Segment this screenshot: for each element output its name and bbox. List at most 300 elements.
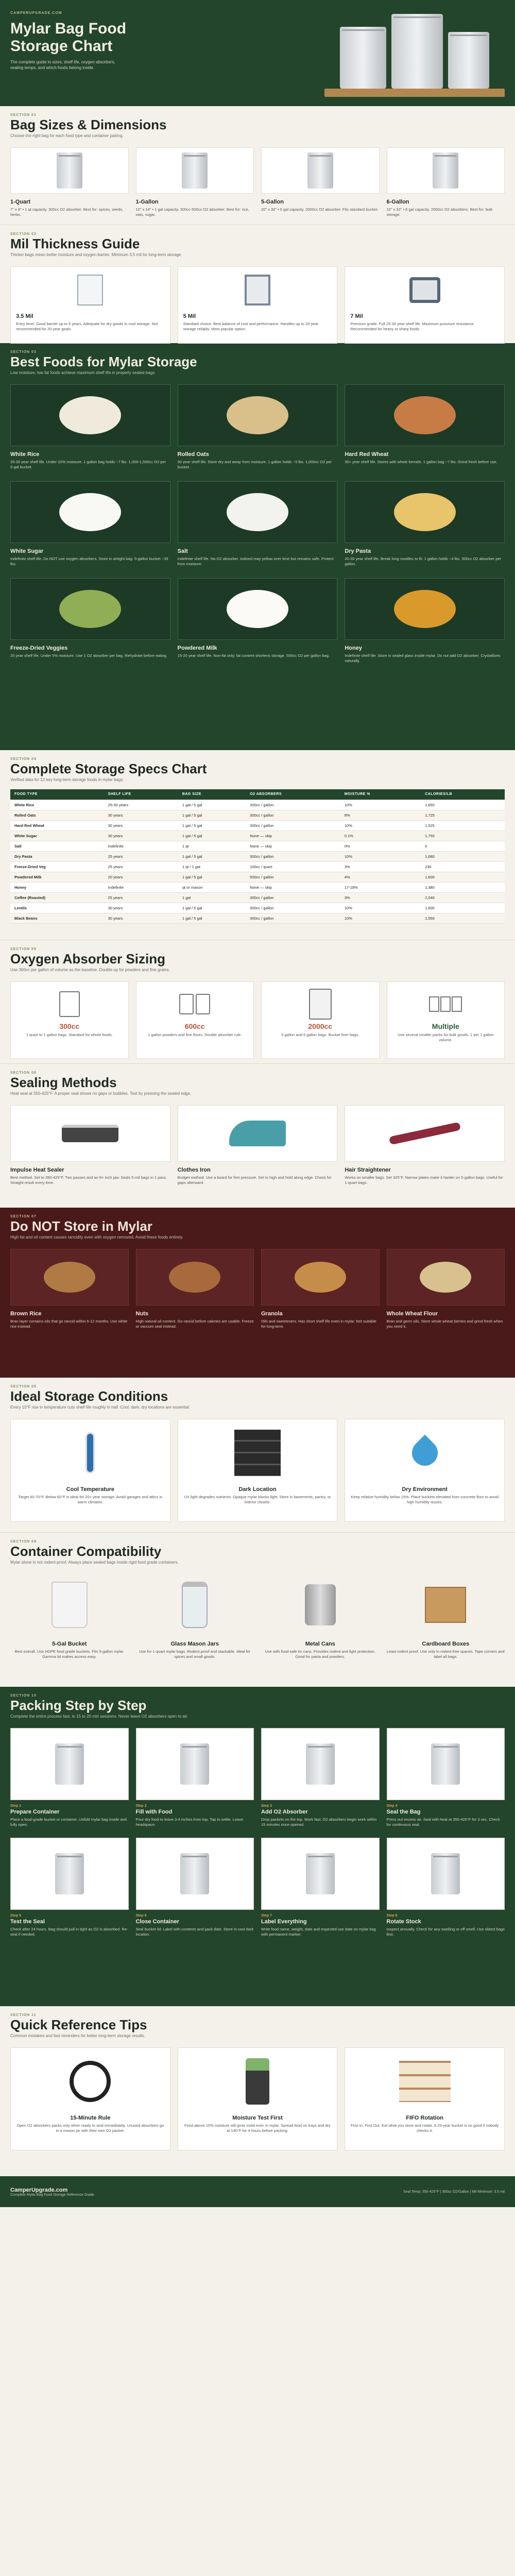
mylar-bag-icon xyxy=(55,1853,84,1894)
card-title: Hard Red Wheat xyxy=(345,451,389,457)
card-title: Cool Temperature xyxy=(66,1486,114,1493)
table-cell: 1 qt xyxy=(178,841,246,851)
section-mil-thickness xyxy=(0,225,515,343)
water-drop-icon xyxy=(350,1425,499,1481)
card-desc: Target 40-70°F. Below 60°F is ideal for 20+ year storage. Avoid garages and attics in warm climates. xyxy=(18,1495,163,1504)
bag-size-card xyxy=(136,147,254,217)
table-cell: White Rice xyxy=(10,800,104,810)
card-desc: UV light degrades nutrients. Opaque mylar blocks light. Store in basements, pantry, or interior closets. xyxy=(184,1495,331,1504)
table-cell: 30 years xyxy=(104,820,178,831)
table-cell: 1,600 xyxy=(421,903,505,913)
table-cell: 300cc / gallon xyxy=(246,820,340,831)
table-cell: Lentils xyxy=(10,903,104,913)
table-cell: 10% xyxy=(340,800,421,810)
food-card xyxy=(345,481,505,567)
table-cell: White Sugar xyxy=(10,831,104,841)
card-title: Freeze-Dried Veggies xyxy=(10,645,68,651)
bag-size-card xyxy=(10,147,129,217)
title-line-2: Storage Chart xyxy=(10,38,113,55)
table-cell: 30 years xyxy=(104,810,178,820)
section-storage-conditions xyxy=(0,1378,515,1532)
table-header: O2 ABSORBERS xyxy=(246,789,340,800)
food-pile-icon xyxy=(394,396,456,434)
step-number: Step 1 xyxy=(10,1804,22,1808)
mylar-bag-icon xyxy=(55,1743,84,1785)
mylar-bag-icon xyxy=(306,1853,335,1894)
card-title: Whole Wheat Flour xyxy=(386,1311,438,1317)
section-label: SECTION 02 xyxy=(10,232,37,236)
table-row xyxy=(10,820,505,831)
avoid-card xyxy=(10,1249,129,1329)
section-title: Complete Storage Specs Chart xyxy=(10,761,207,776)
container-card xyxy=(136,1574,254,1659)
table-cell: 30 years xyxy=(104,831,178,841)
card-desc: First In, First Out. Eat what you store and rotate. A 20-year bucket is no good if nobody checks it. xyxy=(351,2123,499,2133)
table-cell: 17-18% xyxy=(340,882,421,892)
table-cell: 500cc / gallon xyxy=(246,872,340,882)
cardboard-box-icon xyxy=(387,1574,505,1636)
food-card xyxy=(10,481,170,567)
table-cell: 300cc / gallon xyxy=(246,892,340,903)
step-desc: Place a food-grade bucket or container. Unfold mylar bag inside and fully open. xyxy=(10,1817,127,1827)
card-title: 2000cc xyxy=(308,1022,333,1030)
food-card xyxy=(345,578,505,664)
food-pile-icon xyxy=(59,396,121,434)
card-title: Granola xyxy=(261,1311,283,1317)
step-card xyxy=(387,1728,505,1827)
bucket-icon xyxy=(10,1574,129,1636)
card-desc: Best method. Set to 350-425°F. Two passes and an 8+ inch jaw. Seals 5-mil bags in 1 pass. Straight result every time. xyxy=(10,1175,167,1185)
clothes-iron-icon xyxy=(178,1105,338,1162)
table-row xyxy=(10,861,505,872)
table-cell: 25-30 years xyxy=(104,800,178,810)
card-title: White Sugar xyxy=(10,548,44,554)
step-illustration xyxy=(136,1838,254,1910)
section-title: Mil Thickness Guide xyxy=(10,236,140,251)
step-title: Close Container xyxy=(135,1919,179,1925)
hero-description: The complete guide to sizes, shelf life, oxygen absorbers, sealing temps, and which foods belong inside. xyxy=(10,60,115,70)
thermometer-icon xyxy=(16,1425,165,1481)
card-title: 1-Gallon xyxy=(135,199,159,205)
step-number: Step 7 xyxy=(261,1914,272,1918)
food-card xyxy=(178,384,338,470)
food-image xyxy=(261,1249,380,1306)
section-title: Packing Step by Step xyxy=(10,1698,147,1713)
step-card xyxy=(10,1728,129,1827)
table-cell: Freeze-Dried Veg xyxy=(10,861,104,872)
table-cell: 300cc / gallon xyxy=(246,903,340,913)
table-cell: Salt xyxy=(10,841,104,851)
step-card xyxy=(136,1728,254,1827)
card-desc: Food above 10% moisture will grow mold even in mylar. Spread food on trays and dry at 140°F for 4 hours before packing. xyxy=(184,2123,331,2133)
card-desc: 1 gallon powders and fine flours. Double absorber rule. xyxy=(148,1032,242,1037)
food-image xyxy=(178,578,338,640)
table-cell: 20 years xyxy=(104,872,178,882)
section-label: SECTION 04 xyxy=(10,757,37,761)
card-title: Cardboard Boxes xyxy=(422,1641,470,1647)
section-subtitle: Every 10°F rise in temperature cuts shelf life roughly in half. Cool, dark, dry locations are essential. xyxy=(10,1405,191,1410)
table-cell: 25 years xyxy=(104,892,178,903)
section-sealing-methods xyxy=(0,1063,515,1208)
food-card xyxy=(178,481,338,567)
absorber-card xyxy=(387,981,505,1059)
oxygen-packet-icon xyxy=(15,986,124,1022)
bag-icon xyxy=(261,147,380,194)
mil-card xyxy=(10,266,170,344)
step-illustration xyxy=(387,1728,505,1800)
table-row xyxy=(10,882,505,892)
card-desc: Premium grade. Full 25-30 year shelf life. Maximum puncture resistance. Recommended for heavy or sharp foods. xyxy=(350,321,475,331)
food-pile-icon xyxy=(44,1262,95,1293)
table-header: SHELF LIFE xyxy=(104,789,178,800)
table-cell: 10% xyxy=(340,913,421,923)
card-desc: 22" x 32" • 6 gal capacity. 2000cc O2 absorbers. Best for: bulk storage. xyxy=(386,207,493,217)
table-cell: 1,650 xyxy=(421,800,505,810)
table-cell: 1 gal / 5 gal xyxy=(178,851,246,861)
absorber-card xyxy=(261,981,380,1059)
section-label: SECTION 06 xyxy=(10,1071,37,1075)
section-subtitle: Heat seal at 350-425°F. A proper seal shows no gaps or bubbles. Test by pressing the sealed edge. xyxy=(10,1091,192,1096)
bag-icon xyxy=(387,147,505,194)
food-pile-icon xyxy=(59,590,121,628)
table-cell: 25 years xyxy=(104,851,178,861)
tip-card xyxy=(345,2047,505,2150)
table-cell: 10% xyxy=(340,851,421,861)
food-pile-icon xyxy=(420,1262,471,1293)
absorber-card xyxy=(136,981,254,1059)
table-row xyxy=(10,872,505,882)
card-desc: Oils and sweeteners. Has short shelf life even in mylar. Not suitable for long-term. xyxy=(261,1319,376,1329)
table-header: MOISTURE % xyxy=(340,789,421,800)
table-cell: 1,725 xyxy=(421,810,505,820)
section-subtitle: Choose the right bag for each food type and container pairing. xyxy=(10,133,124,138)
card-title: Multiple xyxy=(432,1022,459,1030)
container-card xyxy=(387,1574,505,1659)
table-cell: 3% xyxy=(340,892,421,903)
table-row xyxy=(10,841,505,851)
card-title: 15-Minute Rule xyxy=(70,2115,111,2121)
step-number: Step 2 xyxy=(135,1804,147,1808)
metal-can-icon xyxy=(261,1574,380,1636)
card-title: Glass Mason Jars xyxy=(170,1641,219,1647)
absorber-card xyxy=(10,981,129,1059)
sealing-card xyxy=(178,1105,338,1185)
table-cell: Dry Pasta xyxy=(10,851,104,861)
step-number: Step 8 xyxy=(386,1914,398,1918)
table-cell: 300cc / gallon xyxy=(246,851,340,861)
card-desc: Use several smaller packs for bulk goods. 1 per 1 gallon volume. xyxy=(398,1032,494,1042)
stopwatch-icon xyxy=(16,2053,165,2110)
step-title: Rotate Stock xyxy=(386,1919,421,1925)
condition-card xyxy=(345,1419,505,1522)
sealing-card xyxy=(10,1105,170,1185)
section-subtitle: Use 300cc per gallon of volume as the baseline. Double up for powders and fine grains. xyxy=(10,968,170,972)
hero xyxy=(0,0,515,106)
container-card xyxy=(10,1574,129,1659)
mylar-bag-icon xyxy=(431,1743,460,1785)
card-title: Dry Pasta xyxy=(345,548,371,554)
oxygen-packet-pair-icon xyxy=(141,986,250,1022)
table-cell: 230 xyxy=(421,861,505,872)
table-row xyxy=(10,810,505,820)
table-row xyxy=(10,892,505,903)
step-card xyxy=(10,1838,129,1937)
section-subtitle: Mylar alone is not rodent-proof. Always place sealed bags inside rigid food grade containers. xyxy=(10,1560,179,1565)
step-desc: Drop packets on the top. Work fast: O2 absorbers begin work within 15 minutes once opened. xyxy=(261,1817,377,1827)
table-cell: Honey xyxy=(10,882,104,892)
card-title: FIFO Rotation xyxy=(406,2115,444,2121)
step-desc: Pour dry food to leave 3-4 inches from top. Tap to settle. Leave headspace. xyxy=(135,1817,244,1827)
step-title: Seal the Bag xyxy=(386,1809,421,1815)
food-image xyxy=(178,384,338,446)
table-cell: 300cc / gallon xyxy=(246,913,340,923)
step-card xyxy=(261,1728,380,1827)
card-title: Hair Straightener xyxy=(345,1167,391,1173)
card-desc: Budget method. Use a board for firm pressure. Set to high and hold along edge. Check for gaps afterward. xyxy=(177,1175,332,1185)
section-title: Bag Sizes & Dimensions xyxy=(10,117,167,132)
section-oxygen-absorbers xyxy=(0,940,515,1063)
card-title: Powdered Milk xyxy=(177,645,217,651)
card-title: 5 Mil xyxy=(183,313,196,319)
title-line-1: Mylar Bag Food xyxy=(10,20,127,37)
section-title: Best Foods for Mylar Storage xyxy=(10,354,197,369)
section-subtitle: Verified data for 12 key long-term storage foods in mylar bags. xyxy=(10,777,124,782)
step-desc: Press out excess air. Seal with heat at 350-425°F for 3 sec. Check for continuous seal. xyxy=(386,1817,500,1827)
food-image xyxy=(345,578,505,640)
thick-film-icon xyxy=(350,272,499,308)
card-desc: 5 gallon and 6 gallon bags. Bucket liner bags. xyxy=(281,1032,359,1037)
container-card xyxy=(261,1574,380,1659)
card-desc: Indefinite shelf life. No O2 absorber. Iodized may yellow over time but remains safe. Protect from moisture. xyxy=(177,556,334,566)
card-title: Brown Rice xyxy=(10,1311,42,1317)
food-image xyxy=(10,578,170,640)
sealing-card xyxy=(345,1105,505,1185)
step-desc: Check after 24 hours. Bag should pull in tight as O2 is absorbed. Re-seal if needed. xyxy=(10,1927,128,1937)
card-title: Honey xyxy=(345,645,362,651)
card-title: Rolled Oats xyxy=(177,451,209,457)
card-title: White Rice xyxy=(10,451,40,457)
table-cell: 3% xyxy=(340,861,421,872)
table-cell: 30 years xyxy=(104,903,178,913)
condition-card xyxy=(10,1419,170,1522)
table-header: CALORIES/LB xyxy=(421,789,505,800)
food-pile-icon xyxy=(227,493,288,531)
step-card xyxy=(261,1838,380,1937)
mylar-bag-icon xyxy=(306,1743,335,1785)
food-pile-icon xyxy=(59,493,121,531)
step-number: Step 6 xyxy=(135,1914,147,1918)
hair-straightener-icon xyxy=(345,1105,505,1162)
step-title: Label Everything xyxy=(261,1919,307,1925)
card-desc: 15-20 year shelf life. Non-fat only; fat content shortens storage. 500cc O2 per gallon bag. xyxy=(177,653,330,658)
avoid-card xyxy=(261,1249,380,1329)
mil-card xyxy=(345,266,505,344)
card-desc: 20-30 year shelf life. Break long noodles to fit. 1 gallon holds ~4 lbs. 300cc O2 absorber per gallon. xyxy=(345,556,502,566)
step-title: Fill with Food xyxy=(135,1809,173,1815)
section-label: SECTION 07 xyxy=(10,1215,37,1218)
table-cell: 1 gal / 5 gal xyxy=(178,913,246,923)
section-title: Quick Reference Tips xyxy=(10,2017,147,2032)
footer-site-link[interactable]: CamperUpgrade.com xyxy=(10,2187,68,2193)
footer-facts: Seal Temp: 350-425°F | 300cc O2/Gallon | Mil Minimum: 3.5 mil xyxy=(403,2190,505,2194)
section-title: Ideal Storage Conditions xyxy=(10,1388,168,1404)
step-desc: Seal bucket lid. Label with contents and pack date. Store in cool dark location. xyxy=(135,1927,254,1937)
food-pile-icon xyxy=(394,493,456,531)
table-cell: 0% xyxy=(340,841,421,851)
food-image xyxy=(10,384,170,446)
card-desc: Least rodent proof. Use only in rodent-free spaces. Tape corners and label all bags. xyxy=(386,1649,505,1659)
step-card xyxy=(136,1838,254,1937)
table-cell: 2,040 xyxy=(421,892,505,903)
step-number: Step 4 xyxy=(386,1804,398,1808)
tip-card xyxy=(178,2047,338,2150)
card-desc: Use with food-safe tin cans. Provides rodent and light protection. Good for pasta and powders. xyxy=(265,1649,375,1659)
section-label: SECTION 01 xyxy=(10,113,37,117)
section-bag-sizes xyxy=(0,106,515,225)
section-title: Oxygen Absorber Sizing xyxy=(10,951,165,967)
food-pile-icon xyxy=(169,1262,220,1293)
card-desc: 30+ year shelf life. Stores with whole kernels. 1 gallon bag ~7 lbs. Grind fresh before use. xyxy=(345,460,497,464)
section-packing-steps xyxy=(0,1687,515,2006)
card-desc: Use for 1-quart mylar bags. Rodent proof and stackable. Ideal for spices and small goods. xyxy=(139,1649,251,1659)
bag-icon xyxy=(136,147,254,194)
card-desc: 1 quart to 1 gallon bags. Standard for whole foods. xyxy=(26,1032,113,1037)
table-cell: Hard Red Wheat xyxy=(10,820,104,831)
section-subtitle: Complete the entire process fast, in 15 to 20 min sessions. Never leave O2 absorbers open to air. xyxy=(10,1714,188,1719)
card-desc: High natural oil content. Go rancid before calories are usable. Freeze or vacuum seal instead. xyxy=(135,1319,254,1329)
table-cell: Powdered Milk xyxy=(10,872,104,882)
table-cell: 300cc / gallon xyxy=(246,800,340,810)
section-specs-chart xyxy=(0,750,515,940)
step-card xyxy=(387,1838,505,1937)
card-title: 300cc xyxy=(59,1022,80,1030)
hero-bags-image xyxy=(309,9,505,97)
section-best-foods xyxy=(0,343,515,750)
mason-jar-icon xyxy=(136,1574,254,1636)
table-cell: qt or mason xyxy=(178,882,246,892)
food-pile-icon xyxy=(295,1262,346,1293)
card-title: Impulse Heat Sealer xyxy=(10,1167,64,1173)
food-card xyxy=(178,578,338,664)
table-cell: 4% xyxy=(340,872,421,882)
table-cell: 1 gal / 5 gal xyxy=(178,831,246,841)
food-card xyxy=(345,384,505,470)
avoid-card xyxy=(387,1249,505,1329)
table-cell: 25 years xyxy=(104,861,178,872)
step-title: Test the Seal xyxy=(10,1919,45,1925)
bag-size-card xyxy=(387,147,505,217)
card-desc: 7" x 8" • 1 qt capacity. 300cc O2 absorber. Best for: spices, seeds, herbs. xyxy=(10,207,124,217)
table-cell: Rolled Oats xyxy=(10,810,104,820)
table-cell: 1,600 xyxy=(421,872,505,882)
card-title: 5-Gal Bucket xyxy=(52,1641,87,1647)
food-image xyxy=(387,1249,505,1306)
table-header: BAG SIZE xyxy=(178,789,246,800)
table-header: FOOD TYPE xyxy=(10,789,104,800)
section-label: SECTION 08 xyxy=(10,1385,37,1388)
card-desc: Open O2 absorbers packs only when ready to seal immediately. Unused absorbers go in a mason jar with their own O2 packet. xyxy=(16,2123,164,2133)
table-cell: 0 xyxy=(421,841,505,851)
section-subtitle: High fat and oil content causes rancidity even with oxygen removed. Avoid these foods entirely. xyxy=(10,1235,183,1240)
bag-size-card xyxy=(261,147,380,217)
table-cell: 1 gal / 5 gal xyxy=(178,872,246,882)
table-cell: Indefinite xyxy=(104,882,178,892)
tip-card xyxy=(10,2047,170,2150)
food-image xyxy=(178,481,338,543)
table-cell: 1,380 xyxy=(421,882,505,892)
card-title: 600cc xyxy=(184,1022,205,1030)
table-cell: 1,680 xyxy=(421,851,505,861)
table-row xyxy=(10,800,505,810)
section-do-not-store xyxy=(0,1208,515,1378)
specs-table xyxy=(10,789,505,924)
table-cell: None — skip xyxy=(246,882,340,892)
step-illustration xyxy=(10,1728,129,1800)
avoid-card xyxy=(136,1249,254,1329)
card-desc: 30 year shelf life. Store dry and away from moisture. 1 gallon holds ~3 lbs. 1,000cc O2 per bucket. xyxy=(177,460,332,469)
card-title: 6-Gallon xyxy=(386,199,409,205)
food-pile-icon xyxy=(227,590,288,628)
condition-card xyxy=(178,1419,338,1522)
card-desc: 25-30 year shelf life. Under 10% moisture. 1 gallon bag holds ~7 lbs. 1,000-1,500cc O2 per 5-gal bucket. xyxy=(10,460,166,469)
table-cell: 300cc / gallon xyxy=(246,810,340,820)
step-desc: Write food name, weight, date and expected use date on mylar bag with permanent marker. xyxy=(261,1927,376,1937)
section-title: Do NOT Store in Mylar xyxy=(10,1218,152,1234)
card-desc: Bran and germ oils. Store whole wheat berries and grind fresh when you need it. xyxy=(386,1319,503,1329)
step-title: Prepare Container xyxy=(10,1809,60,1815)
large-packet-icon xyxy=(266,986,375,1022)
card-title: Metal Cans xyxy=(305,1641,335,1647)
card-title: Salt xyxy=(177,548,188,554)
card-title: 5-Gallon xyxy=(261,199,284,205)
multiple-packets-icon xyxy=(391,986,501,1022)
section-subtitle: Common mistakes and fast reminders for better long-term storage results. xyxy=(10,2033,145,2038)
section-label: SECTION 09 xyxy=(10,1540,37,1544)
section-containers xyxy=(0,1532,515,1687)
table-cell: None — skip xyxy=(246,841,340,851)
food-image xyxy=(345,481,505,543)
card-desc: Works on smaller bags. Set 325°F. Narrow plates make it harder on 5-gallon bags. Useful for 1-quart bags. xyxy=(345,1175,503,1185)
footer xyxy=(0,2176,515,2207)
footer-subtitle: Complete Mylar Bag Food Storage Reference Guide xyxy=(10,2193,94,2197)
food-image xyxy=(10,481,170,543)
step-illustration xyxy=(387,1838,505,1910)
section-quick-tips xyxy=(0,2006,515,2176)
table-cell: 0.1% xyxy=(340,831,421,841)
brand-label: CAMPERUPGRADE.COM xyxy=(10,11,62,15)
step-illustration xyxy=(261,1728,380,1800)
step-title: Add O2 Absorber xyxy=(261,1809,308,1815)
card-title: Nuts xyxy=(135,1311,148,1317)
table-cell: 1 gal / 5 gal xyxy=(178,800,246,810)
food-image xyxy=(345,384,505,446)
table-cell: Coffee (Roasted) xyxy=(10,892,104,903)
card-title: 1-Quart xyxy=(10,199,31,205)
card-desc: 10" x 14" • 1 gal capacity. 300cc-500cc O2 absorber. Best for: rice, oats, sugar. xyxy=(135,207,249,217)
section-title: Container Compatibility xyxy=(10,1544,162,1559)
table-cell: 1 gal / 5 gal xyxy=(178,820,246,831)
card-title: Moisture Test First xyxy=(232,2115,283,2121)
card-title: 3.5 Mil xyxy=(16,313,33,319)
section-title: Sealing Methods xyxy=(10,1075,117,1090)
card-desc: Indefinite shelf life. Do NOT use oxygen absorbers. Store in airtight bag. 5-gallon bucket ~35 lbs. xyxy=(10,556,168,566)
food-card xyxy=(10,384,170,470)
table-cell: 1,525 xyxy=(421,820,505,831)
moisture-meter-icon xyxy=(183,2053,332,2110)
card-title: 7 Mil xyxy=(350,313,363,319)
card-desc: Indefinite shelf life. Store in sealed glass inside mylar. Do not add O2 absorber. Crystallizes naturally. xyxy=(345,653,501,663)
section-label: SECTION 10 xyxy=(10,1694,37,1698)
